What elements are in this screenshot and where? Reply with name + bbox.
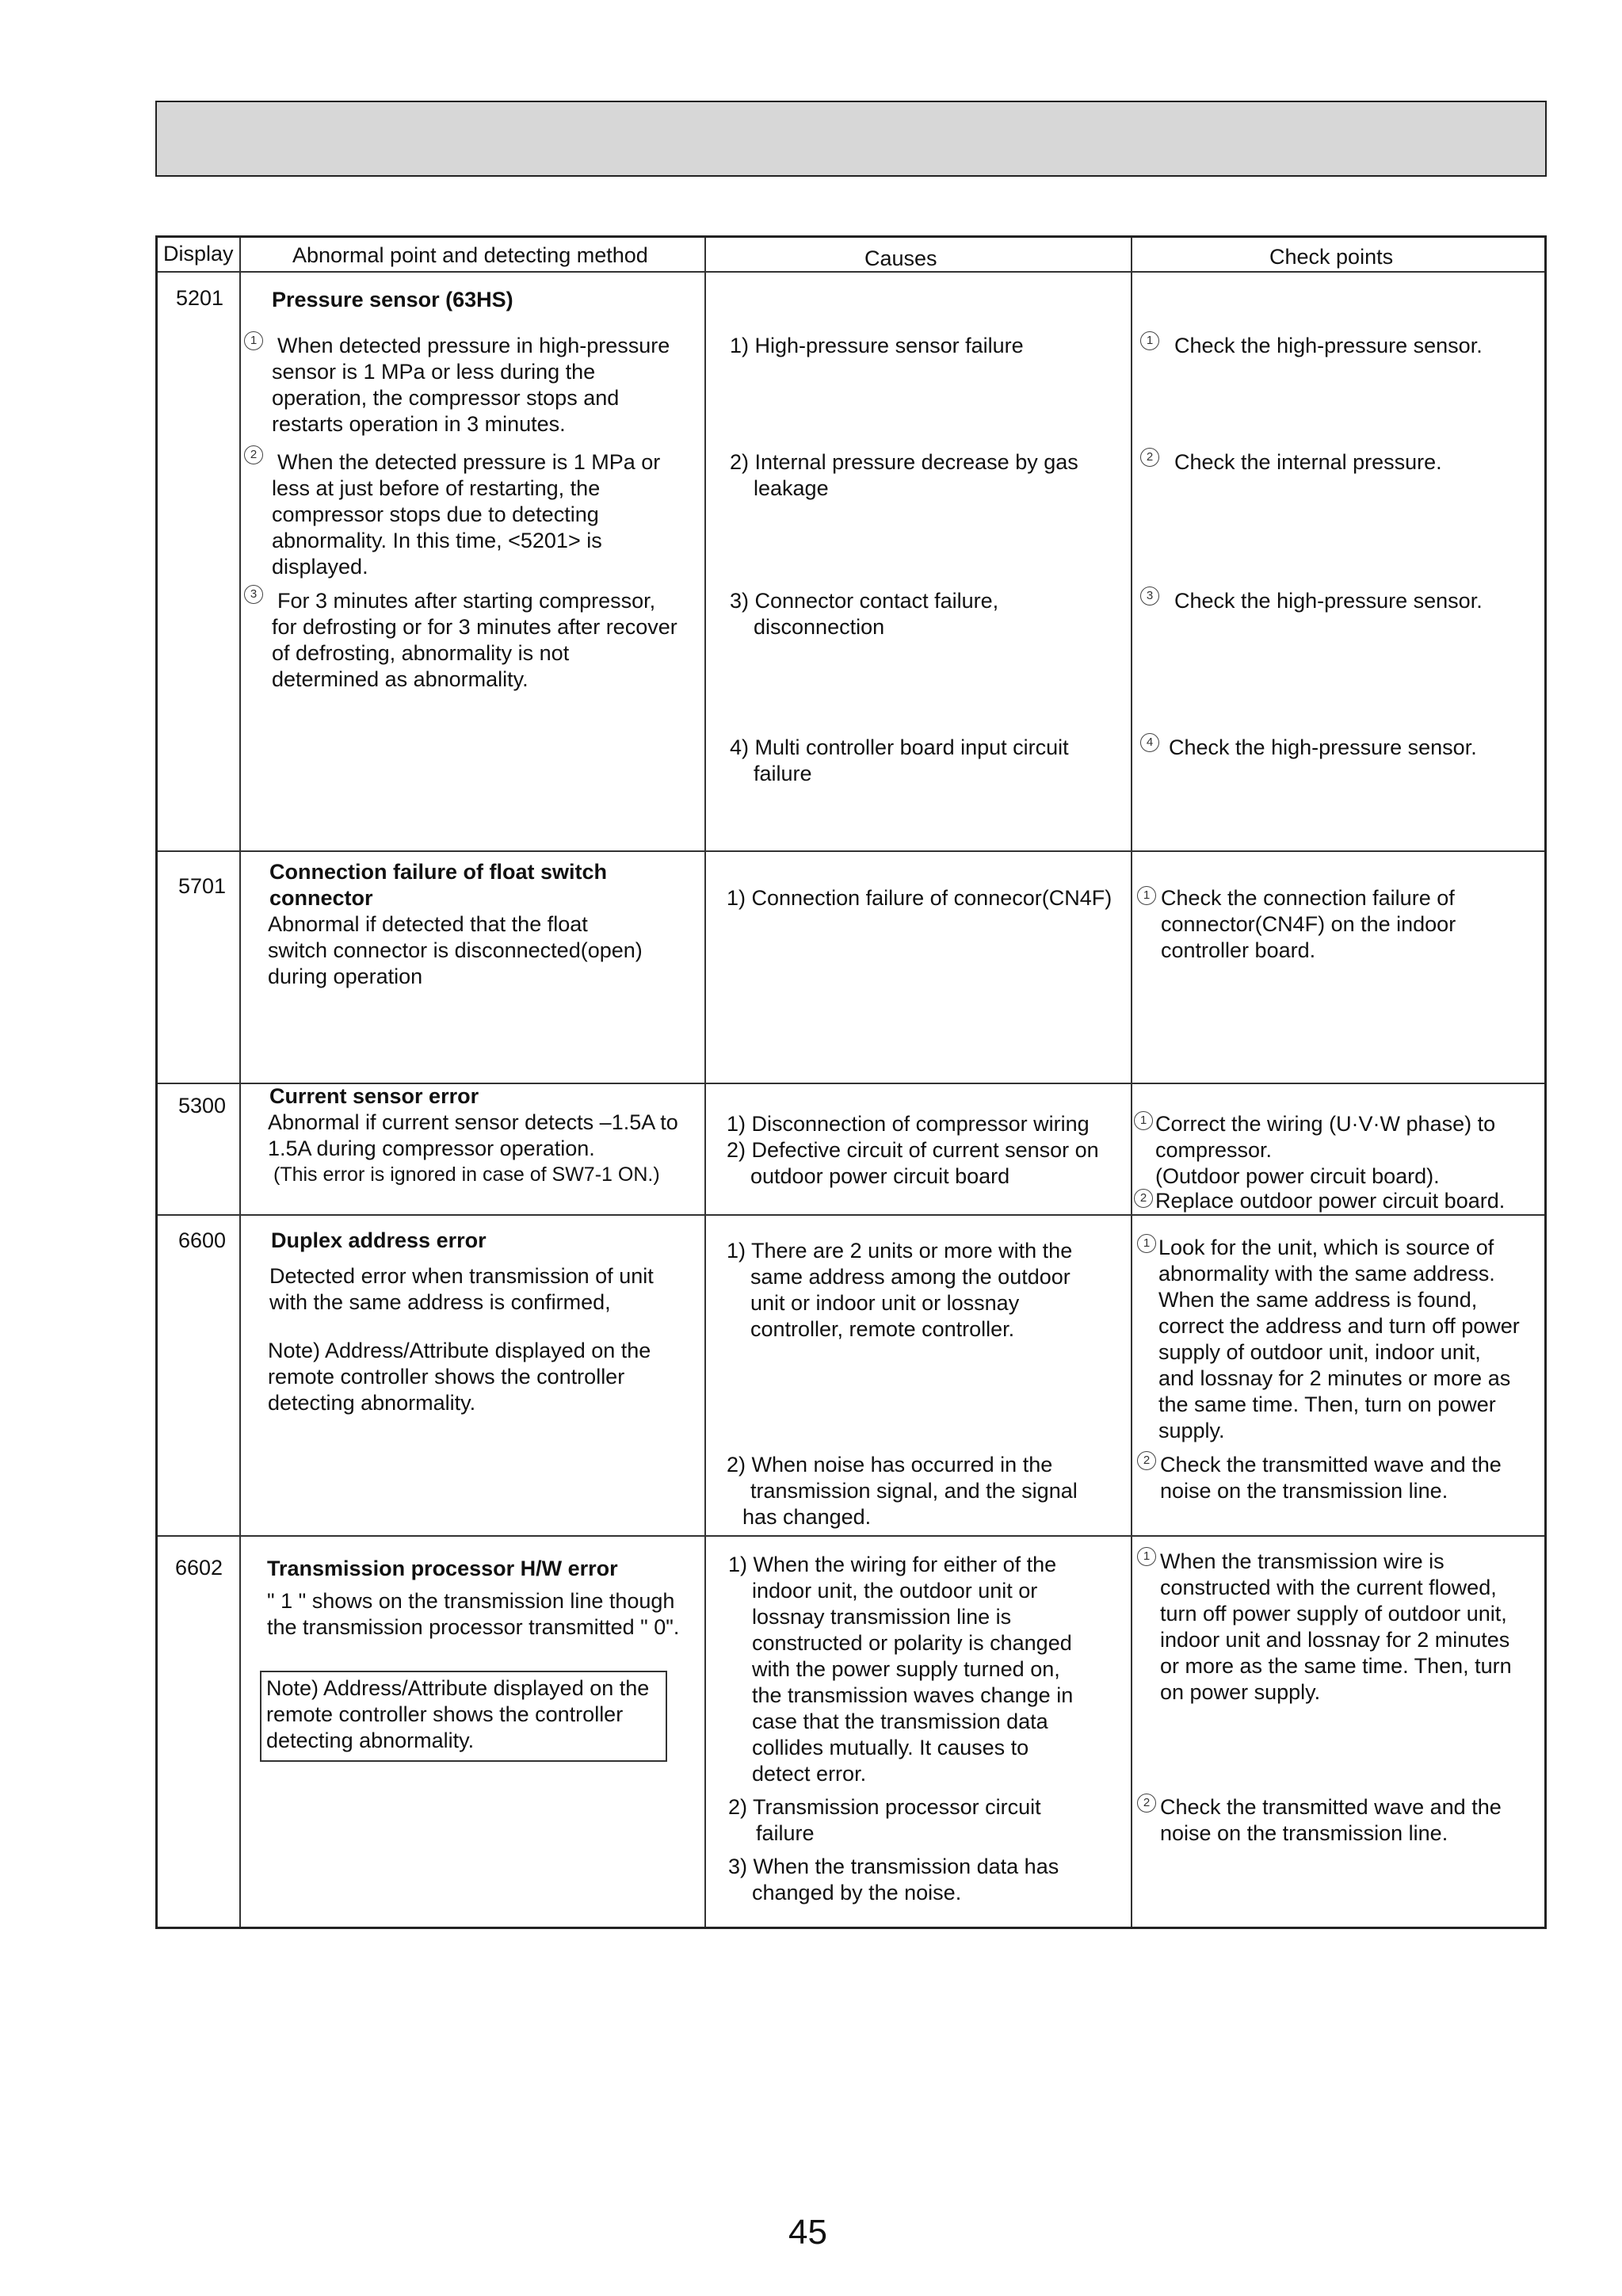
check-text: When the transmission wire is <box>1160 1549 1445 1573</box>
cause-text: 1) There are 2 units or more with the <box>727 1239 1073 1263</box>
check-text: noise on the transmission line. <box>1160 1479 1448 1503</box>
circled-number-2-icon: 2 <box>244 445 263 464</box>
row-divider-6600 <box>158 1214 1544 1216</box>
header-abnormal: Abnormal point and detecting method <box>292 243 648 267</box>
cause-text: constructed or polarity is changed <box>752 1631 1072 1655</box>
note-text: remote controller shows the controller <box>268 1365 625 1389</box>
check-text: supply. <box>1158 1419 1225 1442</box>
cause-text: controller, remote controller. <box>750 1317 1015 1341</box>
check-text: on power supply. <box>1160 1680 1321 1704</box>
cause-text: the transmission waves change in <box>752 1683 1074 1707</box>
check-text: connector(CN4F) on the indoor <box>1161 912 1456 936</box>
header-row-divider <box>158 271 1544 273</box>
abnormal-text: When detected pressure in high-pressure <box>277 334 670 357</box>
check-text: Check the connection failure of <box>1161 886 1455 910</box>
cause-text: indoor unit, the outdoor unit or <box>752 1579 1038 1603</box>
display-code: 5201 <box>176 286 224 310</box>
cause-text: outdoor power circuit board <box>750 1164 1010 1188</box>
abnormal-text: during operation <box>268 965 423 988</box>
cause-text: 2) Internal pressure decrease by gas <box>730 450 1078 474</box>
cause-text: with the power supply turned on, <box>752 1657 1060 1681</box>
cause-text: 4) Multi controller board input circuit <box>730 735 1069 759</box>
abnormal-text: determined as abnormality. <box>272 667 529 691</box>
note-text: Note) Address/Attribute displayed on the <box>268 1339 651 1362</box>
note-text: detecting abnormality. <box>268 1391 476 1415</box>
cause-text: has changed. <box>742 1505 872 1529</box>
cause-text: unit or indoor unit or lossnay <box>750 1291 1020 1315</box>
check-text: Check the transmitted wave and the <box>1160 1453 1502 1477</box>
check-text: controller board. <box>1161 938 1316 962</box>
cause-text: 1) High-pressure sensor failure <box>730 334 1024 357</box>
circled-number-2-icon: 2 <box>1137 1451 1156 1470</box>
display-code: 6600 <box>178 1228 227 1252</box>
cause-text: case that the transmission data <box>752 1710 1048 1733</box>
row-title: Transmission processor H/W error <box>267 1557 618 1580</box>
note-text: Note) Address/Attribute displayed on the <box>266 1676 650 1700</box>
abnormal-text: Abnormal if current sensor detects –1.5A to <box>268 1110 678 1134</box>
cause-text: 2) When noise has occurred in the <box>727 1453 1053 1477</box>
check-text: constructed with the current flowed, <box>1160 1576 1497 1599</box>
circled-number-1-icon: 1 <box>1134 1111 1153 1130</box>
check-text: compressor. <box>1155 1138 1273 1162</box>
cause-text: 3) Connector contact failure, <box>730 589 999 613</box>
row-title: Pressure sensor (63HS) <box>272 288 513 311</box>
circled-number-1-icon: 1 <box>244 331 263 350</box>
cause-text: collides mutually. It causes to <box>752 1736 1029 1759</box>
circled-number-4-icon: 4 <box>1140 733 1159 752</box>
abnormal-text: restarts operation in 3 minutes. <box>272 412 566 436</box>
display-code: 5701 <box>178 874 227 898</box>
circled-number-2-icon: 2 <box>1140 448 1159 467</box>
check-text: the same time. Then, turn on power <box>1158 1392 1496 1416</box>
abnormal-text: less at just before of restarting, the <box>272 476 601 500</box>
note-box <box>260 1671 667 1762</box>
abnormal-text: For 3 minutes after starting compressor, <box>277 589 656 613</box>
check-text: Check the internal pressure. <box>1174 450 1442 474</box>
cause-text: 1) Connection failure of connecor(CN4F) <box>727 886 1113 910</box>
abnormal-text: When the detected pressure is 1 MPa or <box>277 450 661 474</box>
cause-text: failure <box>756 1821 815 1845</box>
row-title: connector <box>269 886 373 910</box>
row-divider-6602 <box>158 1535 1544 1537</box>
abnormal-text: for defrosting or for 3 minutes after recover <box>272 615 677 639</box>
cause-text: leakage <box>754 476 829 500</box>
circled-number-1-icon: 1 <box>1140 331 1159 350</box>
cause-text: lossnay transmission line is <box>752 1605 1012 1629</box>
cause-text: changed by the noise. <box>752 1881 962 1904</box>
abnormal-text: Detected error when transmission of unit <box>269 1264 654 1288</box>
abnormal-text: switch connector is disconnected(open) <box>268 938 643 962</box>
check-text: noise on the transmission line. <box>1160 1821 1448 1845</box>
check-text: supply of outdoor unit, indoor unit, <box>1158 1340 1481 1364</box>
cause-text: disconnection <box>754 615 885 639</box>
check-text: and lossnay for 2 minutes or more as <box>1158 1366 1511 1390</box>
note-text: detecting abnormality. <box>266 1729 475 1752</box>
cause-text: failure <box>754 762 812 785</box>
check-text: Check the high-pressure sensor. <box>1169 735 1477 759</box>
error-code-table <box>155 235 1547 1929</box>
cause-text: 2) Defective circuit of current sensor on <box>727 1138 1099 1162</box>
check-text: indoor unit and lossnay for 2 minutes <box>1160 1628 1510 1652</box>
check-text: (Outdoor power circuit board). <box>1155 1164 1440 1188</box>
row-divider-5701 <box>158 850 1544 852</box>
abnormal-text: operation, the compressor stops and <box>272 386 620 410</box>
row-title: Current sensor error <box>269 1084 479 1108</box>
abnormal-text: the transmission processor transmitted " 0". <box>267 1615 680 1639</box>
cause-text: transmission signal, and the signal <box>750 1479 1078 1503</box>
circled-number-2-icon: 2 <box>1134 1189 1153 1208</box>
cause-text: 1) When the wiring for either of the <box>728 1553 1057 1576</box>
header-causes: Causes <box>864 246 937 270</box>
abnormal-note: (This error is ignored in case of SW7-1 ON.) <box>273 1163 660 1186</box>
circled-number-1-icon: 1 <box>1137 1547 1156 1566</box>
check-text: abnormality with the same address. <box>1158 1262 1495 1286</box>
abnormal-text: of defrosting, abnormality is not <box>272 641 570 665</box>
check-text: Correct the wiring (U·V·W phase) to <box>1155 1112 1496 1136</box>
abnormal-text: compressor stops due to detecting <box>272 502 599 526</box>
row-title: Duplex address error <box>271 1228 487 1252</box>
abnormal-text: sensor is 1 MPa or less during the <box>272 360 596 384</box>
cause-text: same address among the outdoor <box>750 1265 1071 1289</box>
check-text: Replace outdoor power circuit board. <box>1155 1189 1506 1213</box>
cause-text: 1) Disconnection of compressor wiring <box>727 1112 1090 1136</box>
display-code: 5300 <box>178 1094 227 1117</box>
circled-number-1-icon: 1 <box>1137 886 1156 905</box>
header-check-points: Check points <box>1269 245 1394 269</box>
display-code: 6602 <box>175 1556 223 1580</box>
check-text: correct the address and turn off power <box>1158 1314 1520 1338</box>
check-text: Look for the unit, which is source of <box>1158 1236 1494 1259</box>
circled-number-2-icon: 2 <box>1137 1794 1156 1813</box>
check-text: When the same address is found, <box>1158 1288 1478 1312</box>
check-text: or more as the same time. Then, turn <box>1160 1654 1512 1678</box>
check-text: Check the high-pressure sensor. <box>1174 589 1483 613</box>
section-header-band <box>155 101 1547 177</box>
abnormal-text: displayed. <box>272 555 368 579</box>
page-number: 45 <box>788 2213 827 2252</box>
cause-text: 3) When the transmission data has <box>728 1855 1059 1878</box>
cause-text: detect error. <box>752 1762 867 1786</box>
abnormal-text: 1.5A during compressor operation. <box>268 1137 595 1160</box>
abnormal-text: with the same address is confirmed, <box>269 1290 611 1314</box>
abnormal-text: Abnormal if detected that the float <box>268 912 588 936</box>
check-text: turn off power supply of outdoor unit, <box>1160 1602 1507 1626</box>
abnormal-text: abnormality. In this time, <5201> is <box>272 529 602 552</box>
check-text: Check the high-pressure sensor. <box>1174 334 1483 357</box>
circled-number-3-icon: 3 <box>244 585 263 604</box>
note-text: remote controller shows the controller <box>266 1702 624 1726</box>
abnormal-text: " 1 " shows on the transmission line though <box>267 1589 675 1613</box>
check-text: Check the transmitted wave and the <box>1160 1795 1502 1819</box>
row-title: Connection failure of float switch <box>269 860 608 884</box>
header-display: Display <box>163 242 234 266</box>
cause-text: 2) Transmission processor circuit <box>728 1795 1041 1819</box>
circled-number-3-icon: 3 <box>1140 586 1159 606</box>
circled-number-1-icon: 1 <box>1137 1234 1156 1253</box>
